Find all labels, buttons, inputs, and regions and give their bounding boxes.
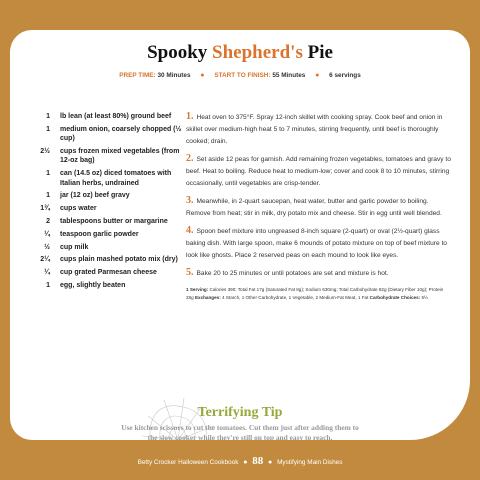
ingredient-quantity: 2½ [40, 148, 50, 155]
footer-bullet-icon: ● [268, 459, 273, 466]
ingredient-item [30, 217, 182, 226]
exchanges-label: Exchanges: [194, 294, 221, 300]
prep-time-label: PREP TIME: [119, 72, 156, 79]
ingredient-item [30, 169, 182, 188]
bullet-icon: ● [315, 72, 320, 79]
tip-text: Use kitchen scissors to cut the tomatoes. Cut them just after adding them to the slow cooker while they're still on top and easy to reach. [121, 423, 359, 443]
servings: 6 servings [329, 72, 361, 79]
start-to-finish-label: START TO FINISH: [214, 72, 271, 79]
ingredient-quantity: 1 [46, 170, 50, 178]
step-number: 2. [186, 153, 194, 164]
ingredient-quantity: 1 [46, 125, 50, 133]
ingredient-text: can (14.5 oz) diced tomatoes with Italian herbs, undrained [60, 170, 172, 187]
ingredient-item [30, 191, 182, 200]
page-footer [0, 455, 480, 467]
ingredient-quantity: 1 [46, 113, 50, 120]
serving-label: 1 Serving: [186, 287, 209, 292]
ingredient-quantity: ½ [44, 243, 50, 251]
direction-step [186, 195, 452, 220]
book-title: Betty Crocker Halloween Cookbook [137, 459, 239, 466]
ingredient-quantity: 2¼ [40, 256, 50, 264]
ingredient-item [30, 255, 182, 264]
ingredient-quantity: ¼ [44, 230, 50, 238]
recipe-meta [10, 72, 470, 79]
ingredient-text: cups water [60, 205, 97, 213]
step-number: 1. [186, 111, 194, 122]
title-word-accent: Shepherd's [212, 42, 303, 63]
bullet-icon: ● [200, 72, 205, 79]
carb-choices-value: 5½ [421, 294, 428, 300]
tip-title: Terrifying Tip [197, 405, 283, 420]
ingredient-quantity: 1 [46, 281, 50, 289]
ingredient-text: cups frozen mixed vegetables (from 12-oz bag) [60, 148, 180, 165]
ingredient-item [30, 281, 182, 290]
ingredient-item [30, 204, 182, 213]
recipe-title [10, 42, 470, 64]
prep-time-value: 30 Minutes [157, 72, 191, 79]
carb-choices-label: Carbohydrate Choices: [369, 294, 421, 300]
start-to-finish-value: 55 Minutes [272, 72, 306, 79]
ingredient-text: teaspoon garlic powder [60, 230, 139, 238]
step-text: Spoon beef mixture into ungreased 8-inch square (2-quart) or oval (2½-quart) glass baking dish. With large spoon, make 6 mounds of potato mixture on top of beef mixture to look like ghosts. Place 2 reserved peas on each mound to look like eyes. [186, 228, 447, 259]
ingredient-text: cups plain mashed potato mix (dry) [60, 256, 178, 264]
ingredient-item [30, 230, 182, 239]
ingredient-quantity: ¼ [44, 269, 50, 277]
exchanges-text: 4 Starch, 1 Other Carbohydrate, 1 Vegetable, 2 Medium-Fat Meat, 1 Fat [222, 294, 369, 300]
ingredient-item [30, 268, 182, 277]
ingredient-list [30, 112, 182, 294]
serving-text: Calories 390; Total Fat 17g (Saturated Fat 8g); Sodium 630mg; Total Carbohydrate 82g (Dietary Fiber 10g); Protein 28g [186, 287, 444, 300]
step-number: 5. [186, 267, 194, 278]
ingredient-text: medium onion, coarsely chopped (½ cup) [60, 125, 182, 143]
ingredient-text: lb lean (at least 80%) ground beef [60, 113, 172, 120]
ingredient-quantity: 1 [46, 192, 50, 200]
title-word-1: Spooky [147, 42, 208, 63]
step-text: Set aside 12 peas for garnish. Add remaining frozen vegetables, tomatoes and gravy to beef. Heat to boiling. Reduce heat to medium-low; cover and cook 8 to 10 minutes, stirring occasionally, until vegetables are crisp-tender. [186, 156, 451, 187]
title-word-3: Pie [307, 42, 333, 63]
footer-bullet-icon: ● [243, 459, 248, 466]
ingredient-item [30, 243, 182, 252]
nutrition-info [186, 286, 452, 302]
ingredient-text: cup grated Parmesan cheese [60, 269, 157, 277]
direction-step [186, 111, 452, 148]
ingredient-item [30, 125, 182, 144]
step-text: Meanwhile, in 2-quart saucepan, heat water, butter and garlic powder to boiling. Remove from heat; stir in milk, dry potato mix and cheese. Stir in egg until well blended. [186, 198, 442, 217]
ingredient-item [30, 147, 182, 166]
ingredient-text: cup milk [60, 243, 89, 251]
ingredient-text: jar (12 oz) beef gravy [60, 192, 130, 200]
ingredient-text: tablespoons butter or margarine [60, 218, 168, 225]
ingredient-quantity: 2 [46, 218, 50, 225]
direction-step [186, 267, 452, 280]
step-number: 4. [186, 225, 194, 236]
ingredient-quantity: 1¾ [40, 205, 50, 213]
recipe-card [10, 30, 470, 440]
direction-step [186, 225, 452, 262]
ingredient-text: egg, slightly beaten [60, 281, 126, 289]
step-text: Heat oven to 375°F. Spray 12-inch skillet with cooking spray. Cook beef and onion in skillet over medium-high heat 5 to 7 minutes, stirring frequently, until beef is thoroughly cooked; drain. [186, 114, 443, 145]
page-number: 88 [252, 455, 264, 467]
direction-step [186, 153, 452, 190]
step-text: Bake 20 to 25 minutes or until potatoes are set and mixture is hot. [196, 270, 389, 277]
ingredient-item [30, 112, 182, 121]
directions [186, 111, 452, 302]
step-number: 3. [186, 195, 194, 206]
section-title: Mystifying Main Dishes [277, 459, 343, 466]
